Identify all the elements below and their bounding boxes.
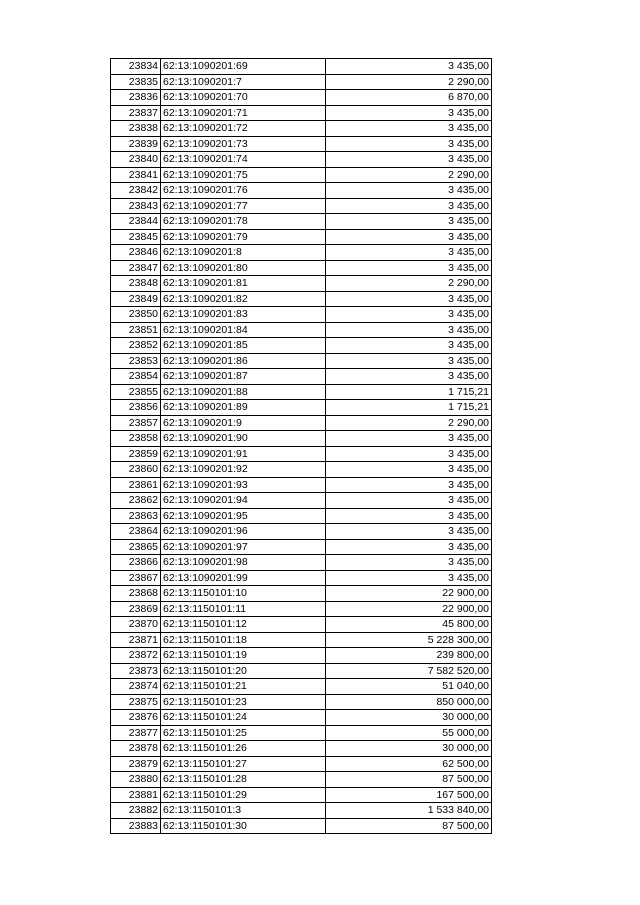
value-cell: 1 533 840,00	[326, 803, 492, 819]
value-cell: 3 435,00	[326, 322, 492, 338]
value-cell: 167 500,00	[326, 787, 492, 803]
table-row	[111, 555, 492, 571]
value-cell: 3 435,00	[326, 477, 492, 493]
table-row	[111, 756, 492, 772]
row-number-cell: 23861	[111, 477, 161, 493]
value-cell: 7 582 520,00	[326, 663, 492, 679]
row-number-cell: 23837	[111, 105, 161, 121]
cadastral-number-cell: 62:13:1150101:11	[161, 601, 326, 617]
row-number-cell: 23878	[111, 741, 161, 757]
row-number-cell: 23862	[111, 493, 161, 509]
table-row	[111, 136, 492, 152]
value-cell: 239 800,00	[326, 648, 492, 664]
row-number-cell: 23854	[111, 369, 161, 385]
value-cell: 2 290,00	[326, 415, 492, 431]
table-row	[111, 121, 492, 137]
value-cell: 850 000,00	[326, 694, 492, 710]
row-number-cell: 23860	[111, 462, 161, 478]
table-row	[111, 152, 492, 168]
cadastral-number-cell: 62:13:1150101:23	[161, 694, 326, 710]
row-number-cell: 23881	[111, 787, 161, 803]
value-cell: 3 435,00	[326, 446, 492, 462]
cadastral-number-cell: 62:13:1090201:74	[161, 152, 326, 168]
row-number-cell: 23843	[111, 198, 161, 214]
cadastral-number-cell: 62:13:1090201:77	[161, 198, 326, 214]
table-row	[111, 524, 492, 540]
row-number-cell: 23872	[111, 648, 161, 664]
row-number-cell: 23864	[111, 524, 161, 540]
cadastral-number-cell: 62:13:1090201:84	[161, 322, 326, 338]
cadastral-number-cell: 62:13:1150101:19	[161, 648, 326, 664]
value-cell: 3 435,00	[326, 353, 492, 369]
table-row	[111, 59, 492, 75]
table-row	[111, 307, 492, 323]
table-row	[111, 229, 492, 245]
value-cell: 3 435,00	[326, 524, 492, 540]
table-row	[111, 105, 492, 121]
cadastral-number-cell: 62:13:1090201:93	[161, 477, 326, 493]
table-row	[111, 586, 492, 602]
table-row	[111, 183, 492, 199]
cadastral-number-cell: 62:13:1150101:30	[161, 818, 326, 834]
value-cell: 2 290,00	[326, 167, 492, 183]
cadastral-number-cell: 62:13:1150101:12	[161, 617, 326, 633]
table-row	[111, 74, 492, 90]
row-number-cell: 23874	[111, 679, 161, 695]
cadastral-number-cell: 62:13:1150101:28	[161, 772, 326, 788]
value-cell: 51 040,00	[326, 679, 492, 695]
cadastral-number-cell: 62:13:1090201:82	[161, 291, 326, 307]
value-cell: 22 900,00	[326, 601, 492, 617]
cadastral-number-cell: 62:13:1090201:88	[161, 384, 326, 400]
row-number-cell: 23834	[111, 59, 161, 75]
cadastral-number-cell: 62:13:1090201:80	[161, 260, 326, 276]
row-number-cell: 23873	[111, 663, 161, 679]
table-row	[111, 90, 492, 106]
value-cell: 3 435,00	[326, 105, 492, 121]
table-row	[111, 167, 492, 183]
table-row	[111, 291, 492, 307]
value-cell: 3 435,00	[326, 539, 492, 555]
row-number-cell: 23867	[111, 570, 161, 586]
table-row	[111, 694, 492, 710]
table-row	[111, 663, 492, 679]
table-row	[111, 679, 492, 695]
table-row	[111, 384, 492, 400]
cadastral-number-cell: 62:13:1090201:79	[161, 229, 326, 245]
cadastral-number-cell: 62:13:1090201:9	[161, 415, 326, 431]
value-cell: 87 500,00	[326, 772, 492, 788]
table-row	[111, 214, 492, 230]
row-number-cell: 23851	[111, 322, 161, 338]
cadastral-number-cell: 62:13:1090201:87	[161, 369, 326, 385]
table-row	[111, 601, 492, 617]
table-row	[111, 539, 492, 555]
table-row	[111, 245, 492, 261]
value-cell: 3 435,00	[326, 59, 492, 75]
value-cell: 3 435,00	[326, 307, 492, 323]
table-row	[111, 632, 492, 648]
cadastral-number-cell: 62:13:1090201:92	[161, 462, 326, 478]
table-row	[111, 570, 492, 586]
cadastral-number-cell: 62:13:1090201:70	[161, 90, 326, 106]
row-number-cell: 23835	[111, 74, 161, 90]
row-number-cell: 23863	[111, 508, 161, 524]
cadastral-number-cell: 62:13:1090201:95	[161, 508, 326, 524]
table-row	[111, 741, 492, 757]
table-row	[111, 803, 492, 819]
cadastral-number-cell: 62:13:1090201:98	[161, 555, 326, 571]
row-number-cell: 23875	[111, 694, 161, 710]
value-cell: 3 435,00	[326, 245, 492, 261]
cadastral-number-cell: 62:13:1090201:99	[161, 570, 326, 586]
cadastral-number-cell: 62:13:1090201:81	[161, 276, 326, 292]
value-cell: 3 435,00	[326, 555, 492, 571]
cadastral-number-cell: 62:13:1150101:3	[161, 803, 326, 819]
row-number-cell: 23868	[111, 586, 161, 602]
data-table	[110, 58, 492, 834]
table-row	[111, 648, 492, 664]
row-number-cell: 23846	[111, 245, 161, 261]
value-cell: 55 000,00	[326, 725, 492, 741]
table-row	[111, 415, 492, 431]
row-number-cell: 23849	[111, 291, 161, 307]
value-cell: 3 435,00	[326, 462, 492, 478]
row-number-cell: 23853	[111, 353, 161, 369]
cadastral-number-cell: 62:13:1150101:21	[161, 679, 326, 695]
row-number-cell: 23869	[111, 601, 161, 617]
row-number-cell: 23871	[111, 632, 161, 648]
cadastral-number-cell: 62:13:1090201:90	[161, 431, 326, 447]
row-number-cell: 23866	[111, 555, 161, 571]
cadastral-number-cell: 62:13:1090201:71	[161, 105, 326, 121]
value-cell: 3 435,00	[326, 260, 492, 276]
cadastral-number-cell: 62:13:1090201:97	[161, 539, 326, 555]
value-cell: 3 435,00	[326, 338, 492, 354]
cadastral-number-cell: 62:13:1150101:26	[161, 741, 326, 757]
cadastral-number-cell: 62:13:1090201:73	[161, 136, 326, 152]
value-cell: 3 435,00	[326, 121, 492, 137]
row-number-cell: 23845	[111, 229, 161, 245]
table-row	[111, 710, 492, 726]
row-number-cell: 23870	[111, 617, 161, 633]
row-number-cell: 23839	[111, 136, 161, 152]
value-cell: 62 500,00	[326, 756, 492, 772]
cadastral-number-cell: 62:13:1150101:24	[161, 710, 326, 726]
value-cell: 3 435,00	[326, 214, 492, 230]
table-row	[111, 400, 492, 416]
row-number-cell: 23880	[111, 772, 161, 788]
table-row	[111, 477, 492, 493]
row-number-cell: 23838	[111, 121, 161, 137]
value-cell: 3 435,00	[326, 570, 492, 586]
row-number-cell: 23858	[111, 431, 161, 447]
cadastral-number-cell: 62:13:1150101:29	[161, 787, 326, 803]
table-row	[111, 276, 492, 292]
table-row	[111, 446, 492, 462]
row-number-cell: 23847	[111, 260, 161, 276]
value-cell: 6 870,00	[326, 90, 492, 106]
value-cell: 1 715,21	[326, 384, 492, 400]
value-cell: 30 000,00	[326, 741, 492, 757]
value-cell: 2 290,00	[326, 74, 492, 90]
row-number-cell: 23855	[111, 384, 161, 400]
cadastral-number-cell: 62:13:1150101:10	[161, 586, 326, 602]
cadastral-number-cell: 62:13:1090201:94	[161, 493, 326, 509]
row-number-cell: 23882	[111, 803, 161, 819]
table-row	[111, 508, 492, 524]
value-cell: 3 435,00	[326, 369, 492, 385]
row-number-cell: 23848	[111, 276, 161, 292]
table-row	[111, 322, 492, 338]
row-number-cell: 23879	[111, 756, 161, 772]
value-cell: 1 715,21	[326, 400, 492, 416]
table-row	[111, 818, 492, 834]
cadastral-number-cell: 62:13:1090201:89	[161, 400, 326, 416]
table-row	[111, 338, 492, 354]
value-cell: 3 435,00	[326, 229, 492, 245]
table-row	[111, 353, 492, 369]
value-cell: 30 000,00	[326, 710, 492, 726]
table-row	[111, 725, 492, 741]
cadastral-number-cell: 62:13:1150101:18	[161, 632, 326, 648]
cadastral-number-cell: 62:13:1090201:76	[161, 183, 326, 199]
value-cell: 3 435,00	[326, 183, 492, 199]
value-cell: 3 435,00	[326, 291, 492, 307]
table-row	[111, 260, 492, 276]
cadastral-number-cell: 62:13:1090201:75	[161, 167, 326, 183]
cadastral-number-cell: 62:13:1150101:25	[161, 725, 326, 741]
row-number-cell: 23856	[111, 400, 161, 416]
table-body	[111, 59, 492, 834]
row-number-cell: 23844	[111, 214, 161, 230]
row-number-cell: 23836	[111, 90, 161, 106]
row-number-cell: 23883	[111, 818, 161, 834]
value-cell: 2 290,00	[326, 276, 492, 292]
table-row	[111, 431, 492, 447]
cadastral-number-cell: 62:13:1090201:83	[161, 307, 326, 323]
table-row	[111, 617, 492, 633]
cadastral-number-cell: 62:13:1090201:8	[161, 245, 326, 261]
value-cell: 5 228 300,00	[326, 632, 492, 648]
value-cell: 87 500,00	[326, 818, 492, 834]
table-row	[111, 462, 492, 478]
row-number-cell: 23857	[111, 415, 161, 431]
cadastral-number-cell: 62:13:1090201:96	[161, 524, 326, 540]
table-row	[111, 369, 492, 385]
value-cell: 3 435,00	[326, 508, 492, 524]
row-number-cell: 23840	[111, 152, 161, 168]
row-number-cell: 23850	[111, 307, 161, 323]
cadastral-number-cell: 62:13:1090201:78	[161, 214, 326, 230]
row-number-cell: 23852	[111, 338, 161, 354]
cadastral-number-cell: 62:13:1090201:86	[161, 353, 326, 369]
value-cell: 3 435,00	[326, 136, 492, 152]
cadastral-number-cell: 62:13:1150101:27	[161, 756, 326, 772]
value-cell: 22 900,00	[326, 586, 492, 602]
row-number-cell: 23877	[111, 725, 161, 741]
row-number-cell: 23865	[111, 539, 161, 555]
row-number-cell: 23841	[111, 167, 161, 183]
cadastral-number-cell: 62:13:1090201:72	[161, 121, 326, 137]
table-row	[111, 493, 492, 509]
cadastral-number-cell: 62:13:1090201:69	[161, 59, 326, 75]
value-cell: 3 435,00	[326, 152, 492, 168]
cadastral-number-cell: 62:13:1090201:7	[161, 74, 326, 90]
row-number-cell: 23859	[111, 446, 161, 462]
value-cell: 3 435,00	[326, 493, 492, 509]
row-number-cell: 23842	[111, 183, 161, 199]
document-page	[110, 58, 492, 834]
cadastral-number-cell: 62:13:1090201:85	[161, 338, 326, 354]
row-number-cell: 23876	[111, 710, 161, 726]
table-row	[111, 787, 492, 803]
value-cell: 45 800,00	[326, 617, 492, 633]
table-row	[111, 772, 492, 788]
cadastral-number-cell: 62:13:1150101:20	[161, 663, 326, 679]
table-row	[111, 198, 492, 214]
value-cell: 3 435,00	[326, 198, 492, 214]
value-cell: 3 435,00	[326, 431, 492, 447]
cadastral-number-cell: 62:13:1090201:91	[161, 446, 326, 462]
